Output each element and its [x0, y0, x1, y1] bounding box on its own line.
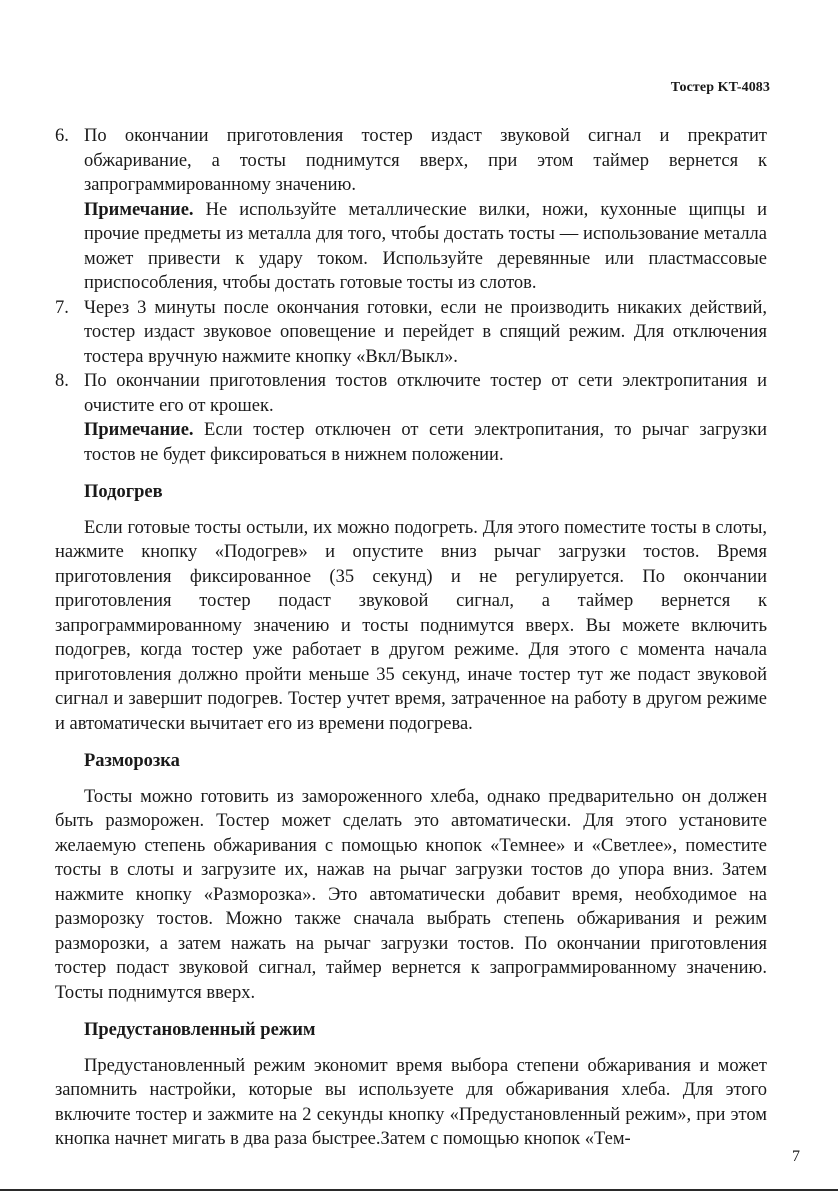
note-label: Примечание. — [84, 199, 194, 220]
step-text: По окончании приготовления тостер издаст звуковой сигнал и прекратит обжаривание, а тосты поднимутся вверх, при этом таймер вернется к запрограммированному значению. — [84, 126, 767, 195]
bottom-divider — [0, 1189, 838, 1191]
list-item — [55, 124, 767, 296]
section-reheat — [55, 480, 767, 736]
step-text: По окончании приготовления тостов отключите тостер от сети электропитания и очистите его от крошек. — [84, 371, 767, 416]
note — [84, 418, 767, 467]
step-number: 6. — [55, 126, 69, 146]
list-item — [55, 369, 767, 467]
step-number: 8. — [55, 371, 69, 391]
section-preset — [55, 1018, 767, 1152]
running-header: Тостер KT-4083 — [670, 80, 770, 95]
section-body: Если готовые тосты остыли, их можно подогреть. Для этого поместите тосты в слоты, нажмите кнопку «Подогрев» и опустите вниз рычаг загрузки тостов. Время приготовления фиксированное (35 секунд) и не регулируется. По окончании приготовления тостер подаст звуковой сигнал, а таймер вернется к запрограммированному значению и тосты поднимутся вверх. Вы можете включить подогрев, когда тостер уже работает в другом режиме. Для этого с момента начала приготовления должно пройти меньше 35 секунд, иначе тостер тут же подаст звуковой сигнал и завершит подогрев. Тостер учтет время, затраченное на работу в другом режиме и автоматически вычитает его из времени подогрева. — [55, 517, 767, 734]
page-content — [55, 124, 767, 1152]
steps-list — [55, 124, 767, 467]
section-title: Разморозка — [84, 751, 180, 771]
note — [84, 198, 767, 296]
step-number: 7. — [55, 297, 69, 318]
section-title: Предустановленный режим — [84, 1020, 316, 1040]
page-number: 7 — [792, 1148, 800, 1165]
section-defrost — [55, 749, 767, 1005]
note-text: Если тостер отключен от сети электропитания, то рычаг загрузки тостов не будет фиксироваться в нижнем положении. — [84, 420, 767, 465]
note-text: Не используйте металлические вилки, ножи, кухонные щипцы и прочие предметы из металла для того, чтобы достать тосты — использование металла может привести к удару током. Используйте деревянные или пластмассовые приспособления, чтобы достать готовые тосты из слотов. — [84, 199, 767, 293]
note-label: Примечание. — [84, 420, 194, 440]
section-body: Тосты можно готовить из замороженного хлеба, однако предварительно он должен быть разморожен. Тостер может сделать это автоматически. Для этого установите желаемую степень обжаривания с помощью кнопок «Темнее» и «Светлее», поместите тосты в слоты и загрузите их, нажав на рычаг загрузки тостов до упора вниз. Затем нажмите кнопку «Разморозка». Это автоматически добавит время, необходимое на разморозку тостов. Можно также сначала выбрать степень обжаривания и режим разморозки, а затем нажать на рычаг загрузки тостов. По окончании приготовления тостер подаст звуковой сигнал, таймер вернется к запрограммированному значению. Тосты поднимутся вверх. — [55, 786, 767, 1003]
list-item — [55, 296, 767, 370]
section-body: Предустановленный режим экономит время выбора степени обжаривания и может запомнить настройки, которые вы используете для обжаривания хлеба. Для этого включите тостер и зажмите на 2 секунды кнопку «Предустановленный режим», при этом кнопка начнет мигать в два раза быстрее.Затем с помощью кнопок «Тем- — [55, 1055, 767, 1149]
section-title: Подогрев — [84, 482, 163, 502]
step-text: Через 3 минуты после окончания готовки, если не производить никаких действий, тостер издаст звуковое оповещение и перейдет в спящий режим. Для отключения тостера вручную нажмите кнопку «Вкл/Выкл». — [84, 297, 767, 367]
